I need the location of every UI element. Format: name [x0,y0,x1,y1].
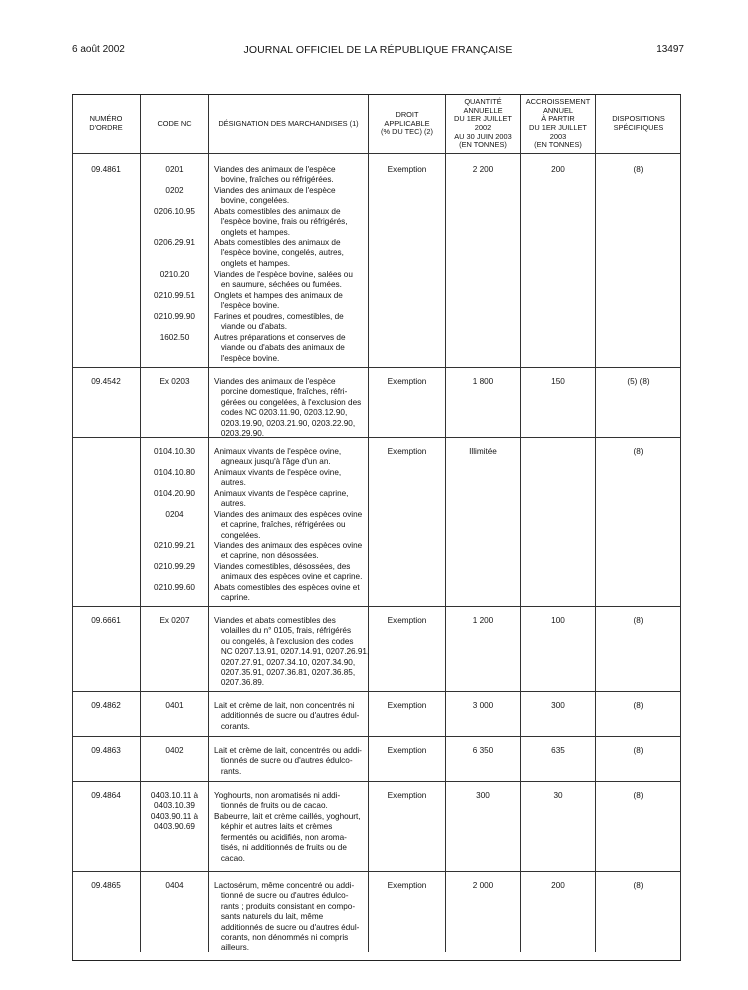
accroissement-annuel: 200 [551,165,565,174]
code-nc: 0210.99.90 [154,312,195,321]
column-divider [208,95,209,952]
code-nc: 0403.10.11 à 0403.10.39 [150,791,199,811]
code-nc: 0104.10.30 [154,447,195,456]
quantite-annuelle: 6 350 [472,746,494,755]
designation-marchandises: Lactosérum, même concentré ou addi- tionné de sucre ou d'autres édulco- rants ; produits consistant en compo- sants naturels du lait, même additionnés de sucre ou d'autres édul- corants, non dénommés ni compris ailleurs. [214,881,360,953]
code-nc: 0401 [165,701,184,710]
designation-marchandises: Viandes de l'espèce bovine, salées ou en saumure, séchées ou fumées. [214,270,353,290]
designation-marchandises: Viandes comestibles, désossées, des animaux des espèces ovine et caprine. [214,562,363,582]
header-quantite: QUANTITÉ ANNUELLE DU 1ER JUILLET 2002 AU 30 JUIN 2003 (EN TONNES) [454,97,512,150]
journal-title: JOURNAL OFFICIEL DE LA RÉPUBLIQUE FRANÇAISE [243,44,513,56]
droit-applicable: Exemption [387,746,427,755]
column-divider [445,95,446,952]
designation-marchandises: Onglets et hampes des animaux de l'espèce bovine. [214,291,343,311]
designation-marchandises: Animaux vivants de l'espèce ovine, autres. [214,468,342,488]
code-nc: 0210.99.51 [154,291,195,300]
row-separator [72,781,681,782]
dispositions-specifiques: (5) (8) [627,377,650,386]
tariff-table [72,94,681,961]
designation-marchandises: Abats comestibles des espèces ovine et caprine. [214,583,360,603]
quantite-annuelle: 2 200 [472,165,494,174]
designation-marchandises: Abats comestibles des animaux de l'espèce bovine, congelés, autres, onglets et hampes. [214,238,344,268]
header-droit: DROIT APPLICABLE (% DU TEC) (2) [380,110,433,137]
header-designation: DÉSIGNATION DES MARCHANDISES (1) [218,118,359,128]
quantite-annuelle: 300 [476,791,490,800]
numero-ordre: 09.4865 [91,881,121,890]
droit-applicable: Exemption [387,377,427,386]
code-nc: 0201 [165,165,184,174]
row-separator [72,606,681,607]
code-nc: 0403.90.11 à 0403.90.69 [150,812,199,832]
dispositions-specifiques: (8) [633,791,644,800]
droit-applicable: Exemption [387,881,427,890]
row-separator [72,367,681,368]
header-accroissement: ACCROISSEMENT ANNUEL À PARTIR DU 1ER JUILLET 2003 (EN TONNES) [525,97,591,150]
publication-date: 6 août 2002 [72,44,125,55]
code-nc: 0210.99.29 [154,562,195,571]
designation-marchandises: Babeurre, lait et crème caillés, yoghourt, képhir et autres laits et crèmes fermentés ou acidifiés, non aroma- tisés, ni additionnés de fruits ou de cacao. [214,812,361,863]
header-numero: NUMÉRO D'ORDRE [89,114,123,132]
designation-marchandises: Animaux vivants de l'espèce caprine, autres. [214,489,349,509]
designation-marchandises: Viandes des animaux de l'espèce bovine, fraîches ou réfrigérées. [214,165,336,185]
code-nc: 1602.50 [159,333,190,342]
code-nc: Ex 0207 [159,616,190,625]
page-header [72,44,684,58]
accroissement-annuel: 635 [551,746,565,755]
code-nc: 0402 [165,746,184,755]
quantite-annuelle: 3 000 [472,701,494,710]
column-divider [595,95,596,952]
code-nc: 0210.99.21 [154,541,195,550]
designation-marchandises: Viandes et abats comestibles des volailles du n° 0105, frais, réfrigérés ou congelés, à l'exclusion des codes NC 0207.13.91, 0207.14.91, 0207.26.91, 0207.27.91, 0207.34.10, 0207.34.90, 0207.35.91, 0207.36.81, 0207.36.85, 0207.36.89. [214,616,370,688]
numero-ordre: 09.4542 [91,377,121,386]
dispositions-specifiques: (8) [633,881,644,890]
code-nc: Ex 0203 [159,377,190,386]
designation-marchandises: Lait et crème de lait, non concentrés ni additionnés de sucre ou d'autres édul- corants. [214,701,360,731]
code-nc: 0210.99.60 [154,583,195,592]
designation-marchandises: Viandes des animaux de l'espèce bovine, congelées. [214,186,336,206]
accroissement-annuel: 300 [551,701,565,710]
page-number: 13497 [656,44,684,55]
header-dispositions: DISPOSITIONS SPÉCIFIQUES [612,114,665,132]
designation-marchandises: Autres préparations et conserves de viande ou d'abats des animaux de l'espèce bovine. [214,333,346,363]
droit-applicable: Exemption [387,791,427,800]
designation-marchandises: Viandes des animaux de l'espèce porcine domestique, fraîches, réfri- gérées ou congelées, à l'exclusion des codes NC 0203.11.90, 0203.12.90, 0203.19.90, 0203.21.90, 0203.22.90, 0203.29.90. [214,377,362,439]
quantite-annuelle: Illimitée [469,447,497,456]
code-nc: 0202 [165,186,184,195]
column-divider [72,95,73,960]
accroissement-annuel: 30 [553,791,563,800]
row-separator [72,871,681,872]
dispositions-specifiques: (8) [633,701,644,710]
code-nc: 0206.10.95 [154,207,195,216]
row-separator [72,691,681,692]
accroissement-annuel: 100 [551,616,565,625]
code-nc: 0104.20.90 [154,489,195,498]
code-nc: 0204 [165,510,184,519]
droit-applicable: Exemption [387,616,427,625]
numero-ordre: 09.4861 [91,165,121,174]
header-rule [72,153,681,154]
dispositions-specifiques: (8) [633,746,644,755]
numero-ordre: 09.4862 [91,701,121,710]
droit-applicable: Exemption [387,701,427,710]
numero-ordre: 09.4863 [91,746,121,755]
droit-applicable: Exemption [387,165,427,174]
numero-ordre: 09.6661 [91,616,121,625]
column-divider [368,95,369,952]
quantite-annuelle: 1 200 [472,616,494,625]
code-nc: 0206.29.91 [154,238,195,247]
designation-marchandises: Abats comestibles des animaux de l'espèce bovine, frais ou réfrigérés, onglets et hampes. [214,207,348,237]
dispositions-specifiques: (8) [633,447,644,456]
designation-marchandises: Lait et crème de lait, concentrés ou addi- tionnés de sucre ou d'autres édulco- rants. [214,746,362,776]
accroissement-annuel: 150 [551,377,565,386]
code-nc: 0104.10.80 [154,468,195,477]
dispositions-specifiques: (8) [633,616,644,625]
row-separator [72,736,681,737]
column-divider [680,95,681,960]
dispositions-specifiques: (8) [633,165,644,174]
quantite-annuelle: 2 000 [472,881,494,890]
header-code-nc: CODE NC [157,118,192,128]
designation-marchandises: Yoghourts, non aromatisés ni addi- tionnés de fruits ou de cacao. [214,791,341,811]
quantite-annuelle: 1 800 [472,377,494,386]
code-nc: 0404 [165,881,184,890]
accroissement-annuel: 200 [551,881,565,890]
row-separator [72,437,681,438]
column-divider [520,95,521,952]
designation-marchandises: Animaux vivants de l'espèce ovine, agneaux jusqu'à l'âge d'un an. [214,447,342,467]
designation-marchandises: Viandes des animaux des espèces ovine et caprine, non désossées. [214,541,363,561]
designation-marchandises: Viandes des animaux des espèces ovine et caprine, fraîches, réfrigérées ou congelées. [214,510,363,540]
droit-applicable: Exemption [387,447,427,456]
code-nc: 0210.20 [159,270,190,279]
numero-ordre: 09.4864 [91,791,121,800]
designation-marchandises: Farines et poudres, comestibles, de viande ou d'abats. [214,312,344,332]
